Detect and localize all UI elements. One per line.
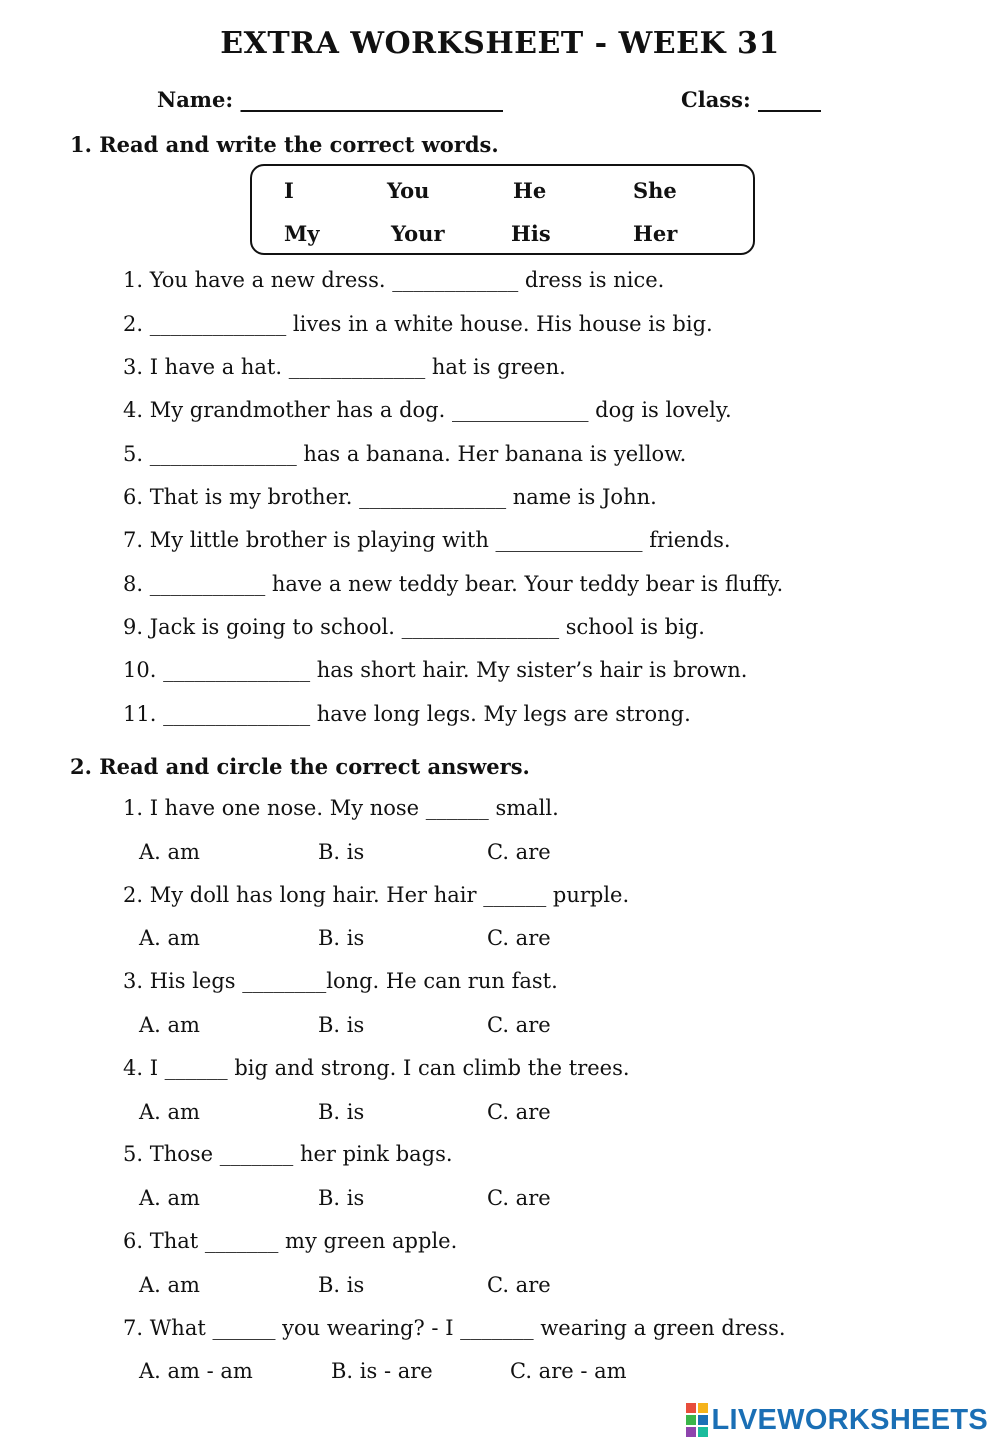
choice-question: 6. That _______ my green apple. [123,1229,458,1253]
option-c[interactable]: C. are [487,840,551,864]
liveworksheets-logo-icon [686,1403,708,1437]
option-b[interactable]: B. is [318,840,365,864]
option-c[interactable]: C. are [487,1100,551,1124]
word-box-item: I [284,178,294,203]
option-a[interactable]: A. am [139,926,200,950]
option-c[interactable]: C. are [487,1273,551,1297]
fill-in-question[interactable]: 9. Jack is going to school. _______________ school is big. [123,615,705,639]
choice-question: 3. His legs ________long. He can run fast. [123,969,558,993]
option-c[interactable]: C. are [487,1013,551,1037]
logo-square [698,1427,708,1437]
fill-in-question[interactable]: 4. My grandmother has a dog. _____________ dog is lovely. [123,398,732,422]
option-c[interactable]: C. are [487,926,551,950]
option-a[interactable]: A. am [139,840,200,864]
fill-in-question[interactable]: 11. ______________ have long legs. My legs are strong. [123,702,691,726]
option-b[interactable]: B. is [318,1100,365,1124]
logo-square [698,1415,708,1425]
option-c[interactable]: C. are [487,1186,551,1210]
option-b[interactable]: B. is [318,1186,365,1210]
fill-in-question[interactable]: 6. That is my brother. ______________ name is John. [123,485,657,509]
option-b[interactable]: B. is [318,926,365,950]
logo-square [686,1415,696,1425]
choice-question: 7. What ______ you wearing? - I _______ wearing a green dress. [123,1316,786,1340]
fill-in-question[interactable]: 5. ______________ has a banana. Her banana is yellow. [123,442,687,466]
option-b[interactable]: B. is [318,1273,365,1297]
word-box-item: He [513,178,547,203]
option-a[interactable]: A. am [139,1013,200,1037]
option-a[interactable]: A. am [139,1186,200,1210]
worksheet-title: EXTRA WORKSHEET - WEEK 31 [220,26,780,61]
word-box-item: My [284,221,320,246]
option-c[interactable]: C. are - am [510,1359,627,1383]
logo-square [698,1403,708,1413]
fill-in-question[interactable]: 3. I have a hat. _____________ hat is green. [123,355,566,379]
option-a[interactable]: A. am [139,1273,200,1297]
choice-question: 1. I have one nose. My nose ______ small. [123,796,559,820]
word-box-item: She [633,178,677,203]
fill-in-question[interactable]: 1. You have a new dress. ____________ dress is nice. [123,268,665,292]
liveworksheets-logo [686,1402,989,1438]
option-b[interactable]: B. is [318,1013,365,1037]
choice-question: 2. My doll has long hair. Her hair ______ purple. [123,883,630,907]
word-box-item: Your [391,221,445,246]
word-box [250,164,755,255]
name-field[interactable]: Name: _________________________ [157,87,503,112]
logo-square [686,1427,696,1437]
class-field[interactable]: Class: ______ [681,87,822,112]
word-box-item: His [511,221,551,246]
option-b[interactable]: B. is - are [331,1359,433,1383]
fill-in-question[interactable]: 10. ______________ has short hair. My sister’s hair is brown. [123,658,748,682]
logo-square [686,1403,696,1413]
word-box-item: Her [633,221,678,246]
choice-question: 4. I ______ big and strong. I can climb the trees. [123,1056,630,1080]
section-2-heading: 2. Read and circle the correct answers. [70,754,530,779]
choice-question: 5. Those _______ her pink bags. [123,1142,453,1166]
option-a[interactable]: A. am [139,1100,200,1124]
liveworksheets-wordmark: LIVEWORKSHEETS [711,1403,988,1436]
option-a[interactable]: A. am - am [139,1359,253,1383]
fill-in-question[interactable]: 2. _____________ lives in a white house. His house is big. [123,312,713,336]
section-1-heading: 1. Read and write the correct words. [70,132,499,157]
fill-in-question[interactable]: 8. ___________ have a new teddy bear. Your teddy bear is fluffy. [123,572,784,596]
fill-in-question[interactable]: 7. My little brother is playing with ______________ friends. [123,528,731,552]
word-box-item: You [387,178,430,203]
